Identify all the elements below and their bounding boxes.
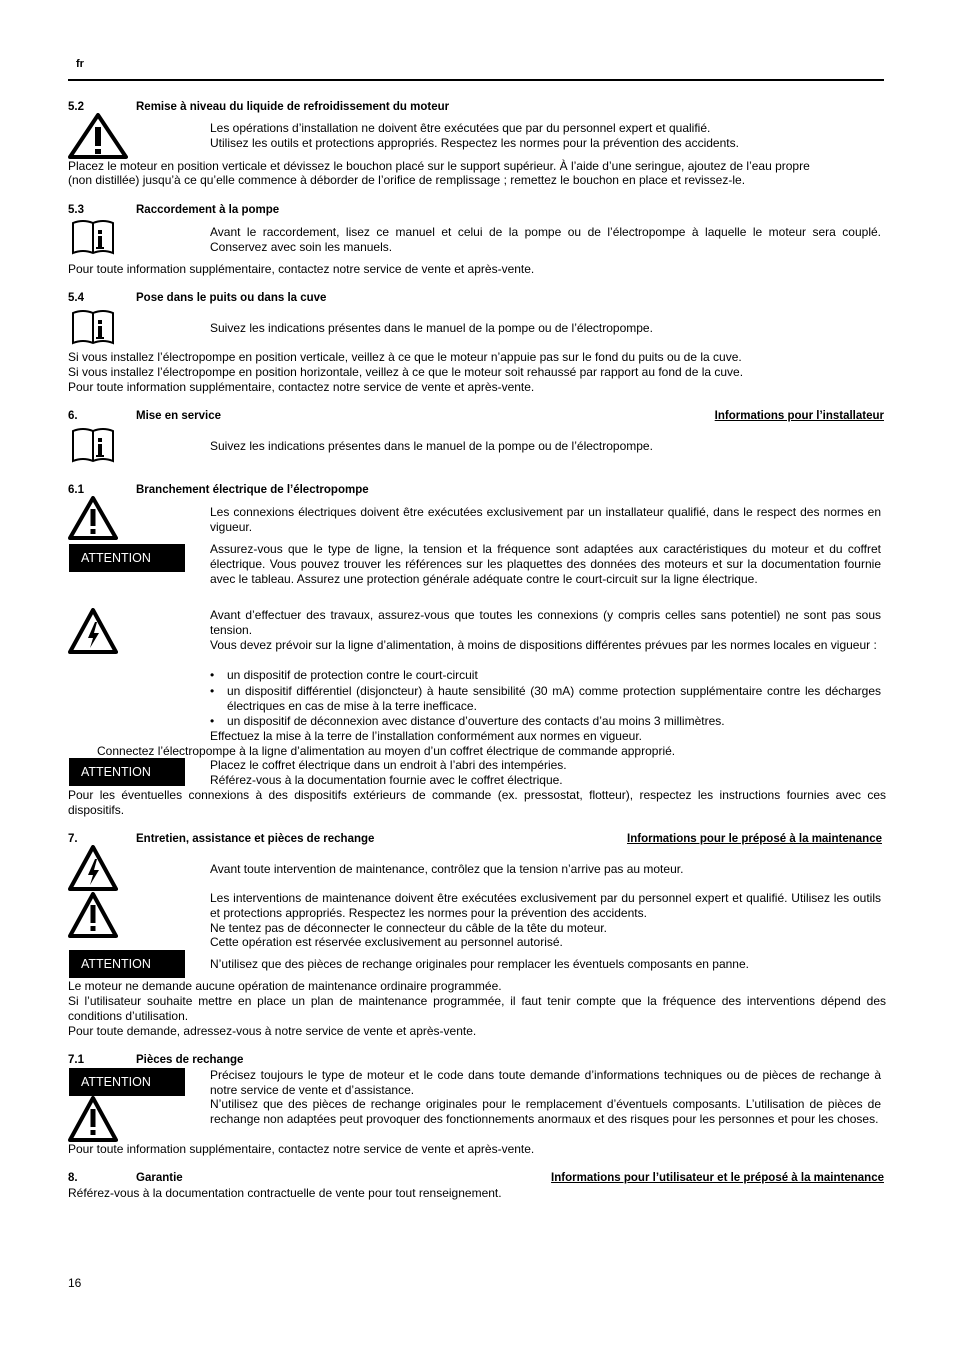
text-line: (non distillée) jusqu’à ce qu’elle commence à déborder de l’orifice de remplissage ; remettez le bouchon en place et revissez-le. bbox=[68, 173, 746, 187]
text-line: Si vous installez l’électropompe en position horizontale, veillez à ce que le moteur soit rehaussé par rapport au fond de la cuve. bbox=[68, 365, 744, 379]
attention-badge: ATTENTION bbox=[69, 1068, 185, 1096]
text-line: Suivez les indications présentes dans le manuel de la pompe ou de l’électropompe. bbox=[210, 439, 653, 453]
text-line: Référez-vous à la documentation fournie avec le coffret électrique. bbox=[210, 773, 563, 787]
attention-badge: ATTENTION bbox=[69, 758, 185, 786]
text-line: Placez le moteur en position verticale et dévissez le bouchon placé sur le support supérieur. À l’aide d’une seringue, ajoutez de l’eau propre bbox=[68, 159, 810, 173]
attention-badge: ATTENTION bbox=[69, 544, 185, 572]
text-line: Pour toute demande, adressez-vous à notre service de vente et après-vente. bbox=[68, 1024, 477, 1038]
bullet-text: un dispositif de protection contre le court-circuit bbox=[227, 668, 478, 682]
section-number: 7. bbox=[68, 833, 78, 845]
section-number: 6. bbox=[68, 410, 78, 422]
section-title: Entretien, assistance et pièces de rechange bbox=[136, 833, 375, 845]
section-number: 5.2 bbox=[68, 101, 84, 113]
text-line: Suivez les indications présentes dans le manuel de la pompe ou de l’électropompe. bbox=[210, 321, 653, 335]
manual-book-icon bbox=[70, 308, 116, 346]
section-title: Remise à niveau du liquide de refroidissement du moteur bbox=[136, 101, 450, 113]
text-line: Cette opération est réservée exclusivement au personnel autorisé. bbox=[210, 935, 563, 949]
warning-icon bbox=[68, 1096, 118, 1142]
text-line: Avant toute intervention de maintenance, contrôlez que la tension n’arrive pas au moteur. bbox=[210, 862, 684, 876]
section-title: Pièces de rechange bbox=[136, 1054, 244, 1066]
text-line: Le moteur ne demande aucune opération de maintenance ordinaire programmée. bbox=[68, 979, 502, 993]
audience-label: Informations pour l’utilisateur et le préposé à la maintenance bbox=[551, 1172, 884, 1184]
text-paragraph: Avant d’effectuer des travaux, assurez-vous que toutes les connexions (y compris celles sans potentiel) ne sont pas sous tension. bbox=[210, 608, 881, 637]
header-rule bbox=[68, 79, 884, 81]
text-paragraph: Précisez toujours le type de moteur et le code dans toute demande d’informations techniques ou de pièces de rechange à notre service de vente et d’assistance. bbox=[210, 1068, 881, 1097]
bullet-text: un dispositif différentiel (disjoncteur) à haute sensibilité (30 mA) comme protection supplémentaire contre les décharges électriques en cas de mise à la terre inefficace. bbox=[227, 684, 881, 713]
audience-label: Informations pour l’installateur bbox=[714, 410, 884, 422]
language-code: fr bbox=[76, 58, 84, 70]
text-paragraph: Assurez-vous que le type de ligne, la tension et la fréquence sont adaptées aux caractéristiques du moteur et du coffret électrique. Vous pouvez trouver les références sur les plaquettes des données des moteurs et sur la documentation fournie avec le tableau. Assurez une protection générale adéquate contre le court-circuit sur la ligne électrique. bbox=[210, 542, 881, 586]
text-paragraph: Vous devez prévoir sur la ligne d’alimentation, à moins de dispositions différentes prévues par les normes locales en vigueur : bbox=[210, 638, 877, 652]
section-title: Garantie bbox=[136, 1172, 183, 1184]
section-title: Mise en service bbox=[136, 410, 222, 422]
section-number: 7.1 bbox=[68, 1054, 84, 1066]
warning-icon bbox=[68, 496, 118, 540]
text-line: Ne tentez pas de déconnecter le connecteur du câble de la tête du moteur. bbox=[210, 921, 607, 935]
audience-label: Informations pour le préposé à la maintenance bbox=[627, 833, 882, 845]
section-number: 6.1 bbox=[68, 484, 84, 496]
text-line: Référez-vous à la documentation contractuelle de vente pour tout renseignement. bbox=[68, 1186, 502, 1200]
text-paragraph: Les connexions électriques doivent être exécutées exclusivement par un installateur qualifié, dans le respect des normes en vigueur. bbox=[210, 505, 881, 534]
manual-book-icon bbox=[70, 426, 116, 464]
warning-icon bbox=[68, 113, 128, 159]
attention-badge: ATTENTION bbox=[69, 950, 185, 978]
section-number: 5.4 bbox=[68, 292, 84, 304]
warning-icon bbox=[68, 892, 118, 938]
text-line: Si vous installez l’électropompe en position verticale, veillez à ce que le moteur n’appuie pas sur le fond du puits ou de la cuve. bbox=[68, 350, 742, 364]
text-line: Les opérations d’installation ne doivent être exécutées que par du personnel expert et qualifié. bbox=[210, 121, 711, 135]
page-number: 16 bbox=[68, 1276, 82, 1290]
text-paragraph: Les interventions de maintenance doivent être exécutées exclusivement par du personnel expert et qualifié. Utilisez les outils et protections appropriés. Respectez les normes pour la prévention des accidents. bbox=[210, 891, 881, 920]
text-line: Placez le coffret électrique dans un endroit à l’abri des intempéries. bbox=[210, 758, 567, 772]
bullet-text: un dispositif de déconnexion avec distance d’ouverture des contacts d’au moins 3 millimètres. bbox=[227, 714, 725, 728]
electrical-hazard-icon bbox=[68, 608, 118, 654]
text-line: N’utilisez que des pièces de rechange originales pour remplacer les éventuels composants en panne. bbox=[210, 957, 749, 971]
text-line: Effectuez la mise à la terre de l’installation conformément aux normes en vigueur. bbox=[210, 729, 642, 743]
electrical-hazard-icon bbox=[68, 845, 118, 891]
text-line: Pour toute information supplémentaire, contactez notre service de vente et après-vente. bbox=[68, 1142, 535, 1156]
section-number: 8. bbox=[68, 1172, 78, 1184]
text-paragraph: N’utilisez que des pièces de rechange originales pour le remplacement d’éventuels composants. L’utilisation de pièces de rechange non adaptées peut provoquer des fonctionnements anormaux et des risques pour les personnes et pour les choses. bbox=[210, 1097, 881, 1126]
section-title: Branchement électrique de l’électropompe bbox=[136, 484, 369, 496]
text-line: Connectez l’électropompe à la ligne d’alimentation au moyen d’un coffret électrique de commande approprié. bbox=[97, 744, 676, 758]
section-title: Raccordement à la pompe bbox=[136, 204, 280, 216]
text-line: Pour toute information supplémentaire, contactez notre service de vente et après-vente. bbox=[68, 262, 535, 276]
text-line: Utilisez les outils et protections appropriés. Respectez les normes pour la prévention des accidents. bbox=[210, 136, 739, 150]
text-paragraph: Si l’utilisateur souhaite mettre en place un plan de maintenance programmée, il faut tenir compte que la fréquence des interventions dépend des conditions d’utilisation. bbox=[68, 994, 886, 1023]
text-line: Pour toute information supplémentaire, contactez notre service de vente et après-vente. bbox=[68, 380, 535, 394]
text-paragraph: Avant le raccordement, lisez ce manuel et celui de la pompe ou de l’électropompe à laquelle le moteur sera couplé. Conservez avec soin les manuels. bbox=[210, 225, 881, 254]
section-number: 5.3 bbox=[68, 204, 84, 216]
text-paragraph: Pour les éventuelles connexions à des dispositifs extérieurs de commande (ex. pressostat, flotteur), respectez les instructions fournies avec ces dispositifs. bbox=[68, 788, 886, 817]
manual-book-icon bbox=[70, 218, 116, 256]
section-title: Pose dans le puits ou dans la cuve bbox=[136, 292, 327, 304]
